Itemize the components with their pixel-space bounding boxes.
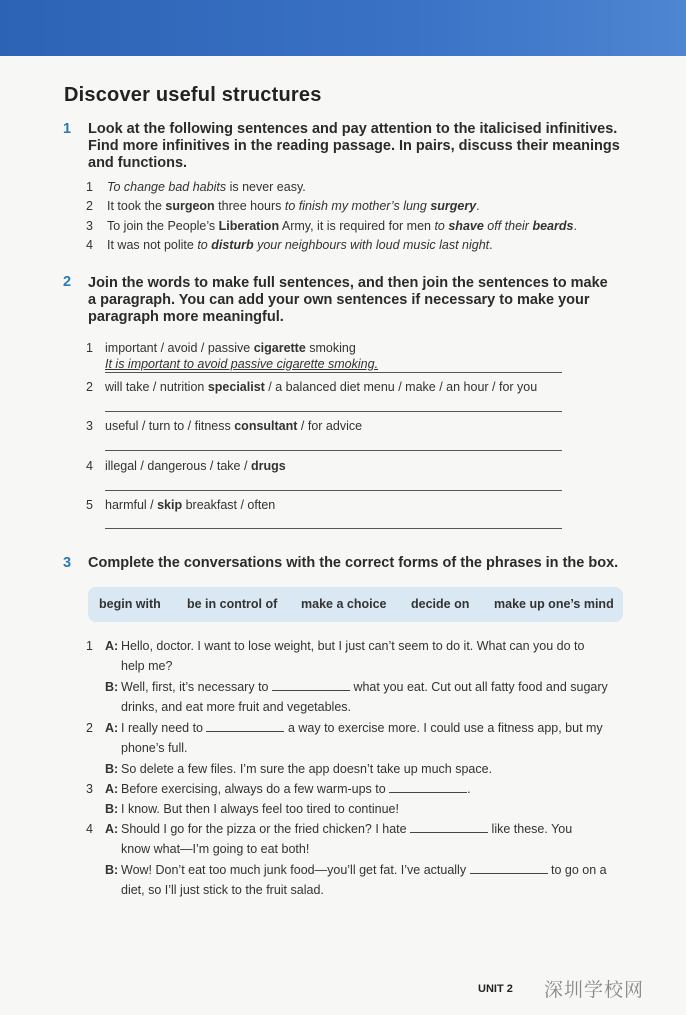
- text-run: what you eat. Cut out all fatty food and sugary: [349, 680, 608, 694]
- dialogue-line: [121, 863, 607, 877]
- text-run: Liberation: [218, 219, 280, 233]
- text-run: off their: [483, 219, 533, 233]
- item-number: 1: [86, 341, 93, 355]
- item-number: 4: [86, 459, 93, 473]
- answer-blank[interactable]: [470, 863, 548, 874]
- top-color-bar: [0, 0, 686, 56]
- conversation-number: 3: [86, 782, 93, 796]
- text-run: It took the: [107, 199, 166, 213]
- exercise-1-instruction-line: Find more infinitives in the reading passage. In pairs, discuss their meanings: [88, 138, 620, 154]
- text-run: breakfast / often: [182, 498, 276, 512]
- dialogue-line: [121, 741, 188, 755]
- text-run: I know. But then I always feel too tired to continue!: [121, 802, 399, 816]
- text-run: consultant: [234, 419, 298, 433]
- text-run: Should I go for the pizza or the fried chicken? I hate: [121, 822, 411, 836]
- exercise-3-number: 3: [63, 555, 72, 571]
- text-run: .: [467, 782, 471, 796]
- answer-line: [105, 450, 562, 451]
- item-number: 3: [86, 219, 93, 233]
- answer-line: [105, 490, 562, 491]
- speaker-label: B:: [105, 863, 119, 877]
- text-run: three hours: [214, 199, 285, 213]
- text-run: harmful /: [105, 498, 158, 512]
- item-number: 1: [86, 180, 93, 194]
- text-run: shave: [448, 219, 484, 233]
- text-run: illegal / dangerous / take /: [105, 459, 251, 473]
- example-sentence: [107, 199, 480, 213]
- text-run: Wow! Don’t eat too much junk food—you’ll get fat. I’ve actually: [121, 863, 470, 877]
- unit-label: UNIT 2: [478, 983, 513, 995]
- example-answer: It is important to avoid passive cigarette smoking.: [105, 357, 379, 371]
- text-run: skip: [157, 498, 183, 512]
- exercise-2-instruction-line: a paragraph. You can add your own sentences if necessary to make your: [88, 292, 590, 308]
- exercise-3-instruction: Complete the conversations with the correct forms of the phrases in the box.: [88, 555, 619, 571]
- item-number: 4: [86, 238, 93, 252]
- dialogue-line: [121, 842, 309, 856]
- speaker-label: A:: [105, 721, 119, 735]
- text-run: to go on a: [547, 863, 607, 877]
- word-prompt: [105, 459, 286, 473]
- text-run: I really need to: [121, 721, 207, 735]
- exercise-2-instruction-line: Join the words to make full sentences, and then join the sentences to make: [88, 275, 608, 291]
- speaker-label: A:: [105, 822, 119, 836]
- word-prompt: [105, 419, 362, 433]
- dialogue-line: [121, 883, 324, 897]
- dialogue-line: [121, 762, 492, 776]
- answer-blank[interactable]: [389, 782, 467, 793]
- dialogue-line: [121, 700, 351, 714]
- text-run: phone’s full.: [121, 741, 188, 755]
- exercise-2-instruction-line: paragraph more meaningful.: [88, 309, 284, 325]
- conversation-number: 2: [86, 721, 93, 735]
- text-run: surgery: [430, 199, 477, 213]
- text-run: like these. You: [488, 822, 573, 836]
- speaker-label: B:: [105, 762, 119, 776]
- dialogue-line: [121, 782, 471, 796]
- text-run: Army, it is required for men: [279, 219, 435, 233]
- text-run: Before exercising, always do a few warm-ups to: [121, 782, 390, 796]
- word-prompt: [105, 341, 356, 355]
- text-run: to: [434, 219, 449, 233]
- text-run: specialist: [207, 380, 265, 394]
- text-run: drinks, and eat more fruit and vegetables.: [121, 700, 351, 714]
- text-run: important / avoid / passive: [105, 341, 254, 355]
- text-run: help me?: [121, 659, 173, 673]
- answer-line: [105, 528, 562, 529]
- dialogue-line: [121, 680, 608, 694]
- item-number: 2: [86, 380, 93, 394]
- dialogue-line: [121, 659, 172, 673]
- text-run: .: [476, 199, 480, 213]
- answer-line: [105, 411, 562, 412]
- dialogue-line: [121, 822, 572, 836]
- text-run: It was not polite: [107, 238, 198, 252]
- example-sentence: [107, 238, 493, 252]
- text-run: your neighbours with loud music last night: [253, 238, 490, 252]
- text-run: To change bad habits: [107, 180, 227, 194]
- phrase-be-in-control-of: be in control of: [187, 597, 278, 611]
- word-prompt: [105, 498, 275, 512]
- conversation-number: 4: [86, 822, 93, 836]
- dialogue-line: [121, 802, 399, 816]
- phrase-make-a-choice: make a choice: [301, 597, 387, 611]
- text-run: .: [489, 238, 493, 252]
- exercise-2-number: 2: [63, 274, 72, 290]
- example-sentence: [107, 180, 306, 194]
- item-number: 5: [86, 498, 93, 512]
- text-run: To join the People’s: [107, 219, 219, 233]
- text-run: diet, so I’ll just stick to the fruit salad.: [121, 883, 324, 897]
- text-run: .: [573, 219, 577, 233]
- text-run: a way to exercise more. I could use a fitness app, but my: [284, 721, 603, 735]
- text-run: Hello, doctor. I want to lose weight, but I just can’t seem to do it. What can you do to: [121, 639, 585, 653]
- phrase-begin-with: begin with: [99, 597, 161, 611]
- item-number: 2: [86, 199, 93, 213]
- conversation-number: 1: [86, 639, 93, 653]
- word-prompt: [105, 380, 537, 394]
- text-run: / for advice: [297, 419, 363, 433]
- exercise-1-instruction-line: and functions.: [88, 155, 188, 171]
- speaker-label: B:: [105, 802, 119, 816]
- phrase-make-up-ones-mind: make up one’s mind: [494, 597, 614, 611]
- text-run: know what—I’m going to eat both!: [121, 842, 310, 856]
- exercise-1-number: 1: [63, 121, 72, 137]
- answer-blank[interactable]: [410, 822, 488, 833]
- exercise-1-instruction-line: Look at the following sentences and pay attention to the italicised infinitives.: [88, 121, 618, 137]
- text-run: drugs: [250, 459, 286, 473]
- text-run: surgeon: [165, 199, 215, 213]
- text-run: smoking: [305, 341, 356, 355]
- text-run: disturb: [211, 238, 254, 252]
- dialogue-line: [121, 721, 603, 735]
- text-run: / a balanced diet menu / make / an hour / for you: [264, 380, 538, 394]
- example-sentence: [107, 219, 577, 233]
- answer-blank[interactable]: [206, 721, 284, 732]
- text-run: So delete a few files. I’m sure the app doesn’t take up much space.: [121, 762, 493, 776]
- speaker-label: B:: [105, 680, 119, 694]
- speaker-label: A:: [105, 639, 119, 653]
- phrase-decide-on: decide on: [411, 597, 470, 611]
- dialogue-line: [121, 639, 584, 653]
- answer-blank[interactable]: [272, 680, 350, 691]
- watermark-text: 深圳学校网: [544, 979, 645, 1001]
- text-run: will take / nutrition: [105, 380, 208, 394]
- text-run: Well, first, it’s necessary to: [121, 680, 272, 694]
- text-run: is never easy.: [226, 180, 306, 194]
- text-run: to: [197, 238, 212, 252]
- text-run: to finish my mother’s lung: [284, 199, 431, 213]
- text-run: cigarette: [253, 341, 306, 355]
- section-heading: Discover useful structures: [64, 84, 322, 106]
- text-run: beards: [532, 219, 574, 233]
- item-number: 3: [86, 419, 93, 433]
- speaker-label: A:: [105, 782, 119, 796]
- text-run: useful / turn to / fitness: [105, 419, 235, 433]
- answer-line: [105, 372, 562, 373]
